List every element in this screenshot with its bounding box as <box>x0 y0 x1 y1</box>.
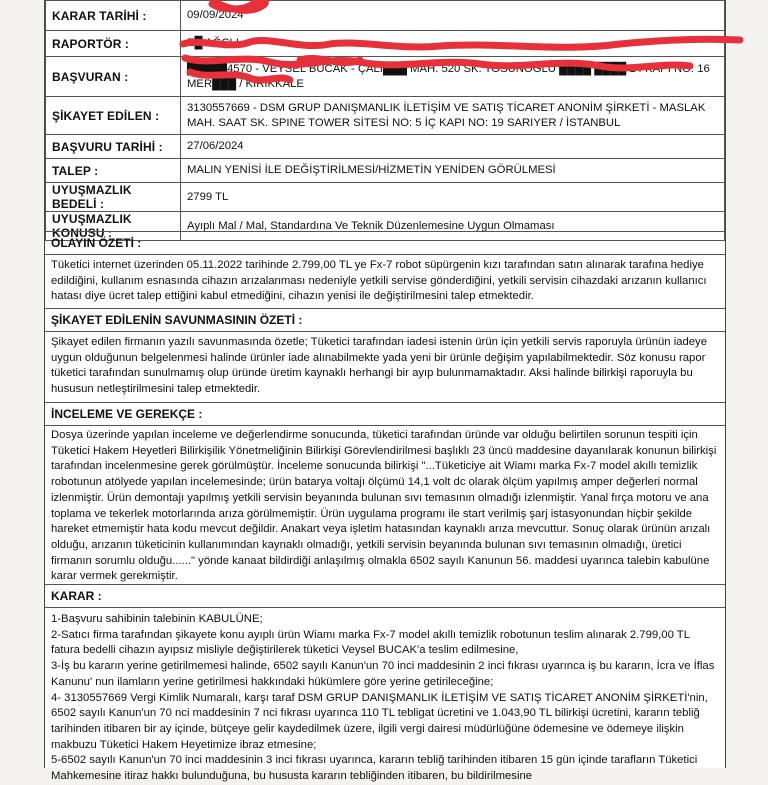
field-value-application-date: 27/06/2024 <box>181 135 725 159</box>
field-value-request: MALIN YENİSİ İLE DEĞİŞTİRİLMESİ/HİZMETİN YENİDEN GÖRÜLMESİ <box>181 159 725 183</box>
field-row-rapporteur <box>46 31 725 57</box>
field-value-decision-date: 09/09/2024 <box>181 1 725 31</box>
summary-text: Tüketici internet üzerinden 05.11.2022 tarihinde 2.799,00 TL ye Fx-7 robot süpürgenin kızı tarafından satın alınarak tarafına hediye edildiğini, kullanım esnasında cihazın arızalanması nedeniyle yetkili servise gönderdiğini, yetkili servisin cihazdaki arızanın kullanıcı hatası diye ücret talep ettiğini kabul etmediğini, cihazın yenisi ile değiştirilmesini talep etmektedir. <box>51 259 707 303</box>
section-body-decision <box>45 612 725 785</box>
review-text: Dosya üzerinde yapılan inceleme ve değerlendirme sonucunda, tüketici tarafından üründe var olduğu belirtilen sorunun tespiti için Tüketici Hakem Heyetleri Bilirkişilik Yönetmeliğinin Bilirkişi Görevlendirilmesi başlıklı 23 üncü maddesine dayanılarak konunun bilirkişi tarafından incelenmesine gerek görülmüştür. İnceleme sonucunda bilirkişi "...Tüketiciye ait Wiamı marka Fx-7 model akıllı temizlik robotunun atölyede yapılan incelemesinde; ürün batarya voltajı ölçümü 14,1 volt dc olarak ölçüm yapılmış amper değerleri normal izlenmiştir. Ürün demontajı yapılmış yetkili servisin beyanında bulunan sıvı temasının olmadığı izlenmiştir. Yanal fırça motoru ve ana toplama ve tekerlek motorlarında arıza görülmemiştir. Ürün uygulama programı ile start verilmiş şarj istasyonundan hiçbir şekilde hareket etmemiştir hata kodu mevcut değildir. Anakart veya işletim hatasından kaynaklı arıza mevcuttur. Sonuç olarak ürünün arızalı olduğu, arızanın tüketicinin kullanımından kaynaklı olmadığı, yetkili servisin beyanında bulunan sıvı temasının olmadığı, üretici firmanın sorumlu olduğu......" yönde kanaat bildirdiği anlaşılmış olmakla 6502 sayılı Kanunun 56. maddesi uyarınca talebin kabulüne karar vermek gerekmiştir. <box>51 429 717 583</box>
section-title-decision: KARAR : <box>45 584 725 608</box>
decision-item: 5-6502 sayılı Kanun'un 70 inci maddesinin 3 inci fıkrası uyarınca, kararın tebliğ tarihinden itibaren 15 gün içinde tarafların Tüketici Mahkemesine itiraz hakkı bulunduğuna, bu hususta kararın tebliğinden itibaren, bu bildirilmesine <box>51 754 698 783</box>
field-row-applicant <box>46 57 725 97</box>
field-label: UYUŞMAZLIK KONUSU : <box>46 212 181 241</box>
field-value-rapporteur: E█ AĞÇLI <box>181 31 725 57</box>
decision-item: 3-İş bu kararın yerine getirilmemesi halinde, 6502 sayılı Kanun'un 70 inci maddesinin 2 inci fıkrası uyarınca iş bu kararın, İcra ve İflas Kanunu' nun ilamların yerine getirilmesi hakkındaki hükümlere göre yerine getirileceğine; <box>51 660 715 688</box>
field-value-dispute-amount: 2799 TL <box>181 183 725 212</box>
field-label: RAPORTÖR : <box>46 31 181 57</box>
field-value-applicant: █████4570 - VEYSEL BUCAK - ÇALI███ MAH. 520 SK. TOSUNOĞLU ████ ████ 14 KAPI NO: 16 MER███ / KIRIKKALE <box>181 57 725 97</box>
field-label: KARAR TARİHİ : <box>46 1 181 31</box>
field-label: BAŞVURU TARİHİ : <box>46 135 181 159</box>
field-label: TALEP : <box>46 159 181 183</box>
field-row-application-date <box>46 135 725 159</box>
field-row-request <box>46 159 725 183</box>
decision-item: 4- 3130557669 Vergi Kimlik Numaralı, karşı taraf DSM GRUP DANIŞMANLIK İLETİŞİM VE SATIŞ TİCARET ANONİM ŞİRKETİ'nin, 6502 sayılı Kanun'un 70 nci maddesinin 7 nci fıkrası uyarınca 110 TL tebligat ücretini ve 1.043,90 TL bilirkişi ücretini, kararın tebliğ tarihinden itibaren bir ay içinde, bütçeye gelir kaydedilmek üzere, ilgili vergi dairesi müdürlüğüne ödemesine ve ödemeye ilişkin makbuzu Tüketici Hakem Heyetimize ibraz etmesine; <box>51 691 708 751</box>
field-row-respondent <box>46 97 725 135</box>
decision-document <box>44 0 726 783</box>
defense-text: Şikayet edilen firmanın yazılı savunmasında özetle; Tüketici tarafından iadesi istenin ürün için yetkili servis raporuyla ürünün iadeye uygun olduğunun belgelenmesi halinde ürünler iade alınabilmekte yada yeni bir ürünle değişim yapılabilmektedir. Söz konusu rapor tüketici tarafından sunulmamış olup üründe üretim kaynaklı herhangi bir ayıp bulunmamaktadır. Aksi halinde bilirkişi raporuyla bu hususun netleştirilmesini talep etmektedir. <box>51 336 707 396</box>
field-row-decision-date <box>46 1 725 31</box>
section-title-defense: ŞİKAYET EDİLENİN SAVUNMASININ ÖZETİ : <box>45 308 725 332</box>
field-value-respondent: 3130557669 - DSM GRUP DANIŞMANLIK İLETİŞİM VE SATIŞ TİCARET ANONİM ŞİRKETİ - MASLAK MAH. SAAT SK. SPINE TOWER SİTESİ NO: 5 İÇ KAPI NO: 19 SARIYER / İSTANBUL <box>181 97 725 135</box>
case-info-table <box>45 0 725 241</box>
field-value-dispute-subject: Ayıplı Mal / Mal, Standardına Ve Teknik Düzenlemesine Uygun Olmaması <box>181 212 725 241</box>
section-body-summary <box>45 258 725 305</box>
section-title-summary: OLAYIN ÖZETİ : <box>45 231 725 255</box>
field-row-dispute-amount <box>46 183 725 212</box>
section-body-defense <box>45 335 725 398</box>
field-label: ŞİKAYET EDİLEN : <box>46 97 181 135</box>
field-label: UYUŞMAZLIK BEDELİ : <box>46 183 181 212</box>
section-body-review <box>45 428 725 585</box>
decision-item: 1-Başvuru sahibinin talebinin KABULÜNE; <box>51 613 263 625</box>
section-title-review: İNCELEME VE GEREKÇE : <box>45 402 725 426</box>
decision-item: 2-Satıcı firma tarafından şikayete konu ayıplı ürün Wiamı marka Fx-7 model akıllı temizlik robotunun teslim alınarak 2.799,00 TL fatura bedelli cihazın ayıpsız misliyle değiştirilerek tüketici Veysel BUCAK'a teslim edilmesine, <box>51 628 690 657</box>
field-label: BAŞVURAN : <box>46 57 181 97</box>
